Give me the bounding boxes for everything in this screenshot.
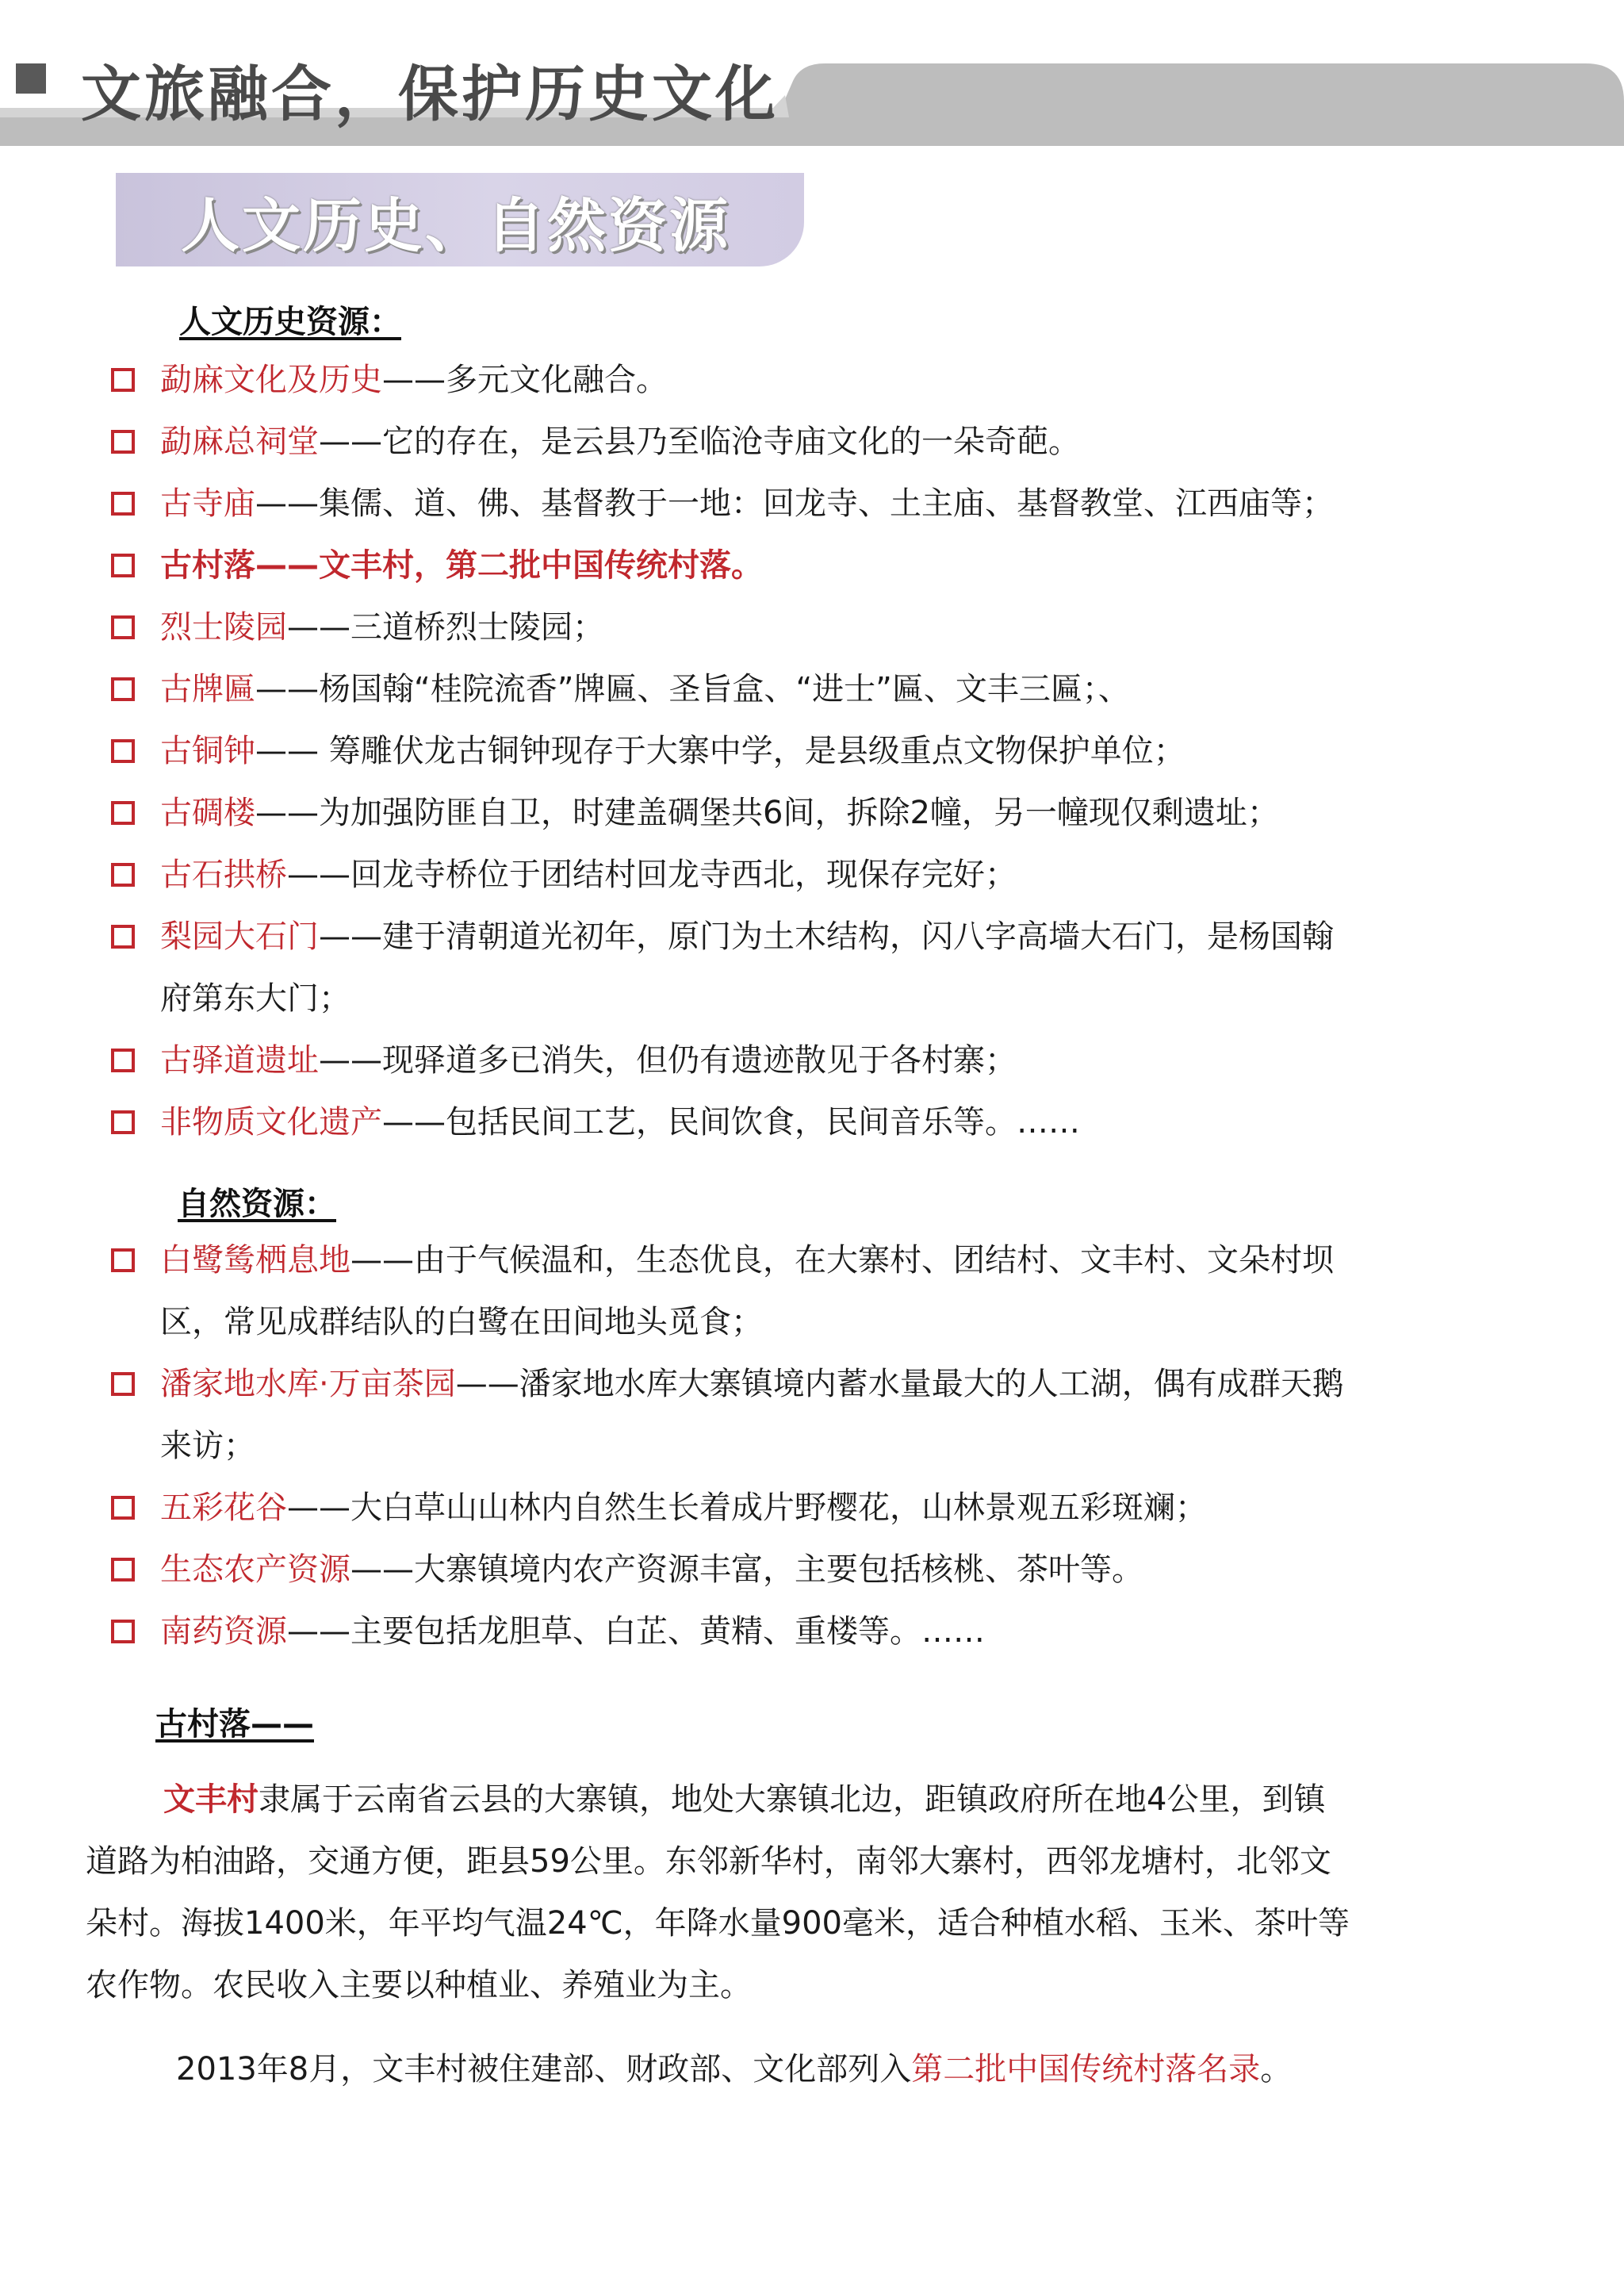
item-name: 潘家地水库·万亩茶园 (160, 1366, 456, 1402)
list-item (111, 1353, 1475, 1477)
item-name: 古驿道遗址 (160, 1042, 319, 1079)
list-item (111, 349, 1475, 411)
item-name: 古碉楼 (160, 795, 255, 831)
item-desc: ——大寨镇境内农产资源丰富，主要包括核桃、茶叶等。 (350, 1551, 1143, 1588)
item-name: 古村落——文丰村，第二批中国传统村落。 (160, 547, 763, 584)
listing-end: 。 (1260, 2051, 1293, 2088)
checkbox-square-icon (111, 492, 135, 516)
item-name: 勐麻总祠堂 (160, 424, 319, 460)
item-desc: ——包括民间工艺，民间饮食，民间音乐等。…… (382, 1104, 1080, 1141)
section-banner-title: 人文历史、自然资源 (181, 192, 730, 260)
list-item (111, 1477, 1475, 1539)
village-listing-paragraph (86, 2038, 1465, 2100)
item-desc-continued: 来访； (160, 1428, 255, 1464)
item-name: 古石拱桥 (160, 857, 287, 893)
checkbox-square-icon (111, 1558, 135, 1581)
item-name: 古铜钟 (160, 733, 255, 769)
list-item (111, 1229, 1475, 1353)
list-item (111, 596, 1475, 658)
checkbox-square-icon (111, 1496, 135, 1520)
checkbox-square-icon (111, 430, 135, 454)
natural-list (111, 1229, 1475, 1662)
checkbox-square-icon (111, 1620, 135, 1643)
item-desc: ——大白草山山林内自然生长着成片野樱花，山林景观五彩斑斓； (287, 1489, 1207, 1526)
item-desc: ——杨国翰“桂院流香”牌匾、圣旨盒、“进士”匾、文丰三匾；、 (255, 671, 1130, 707)
item-desc: ——现驿道多已消失，但仍有遗迹散见于各村寨； (319, 1042, 1017, 1079)
checkbox-square-icon (111, 1248, 135, 1272)
village-heading: 古村落—— (155, 1706, 314, 1743)
list-item (111, 782, 1475, 844)
item-desc: ——集儒、道、佛、基督教于一地：回龙寺、土主庙、基督教堂、江西庙等； (255, 485, 1334, 522)
list-item (111, 658, 1475, 720)
checkbox-square-icon (111, 801, 135, 825)
page-title: 文旅融合，保护历史文化 (81, 59, 779, 129)
listing-name: 第二批中国传统村落名录 (911, 2051, 1261, 2088)
item-desc: —— 筹雕伏龙古铜钟现存于大寨中学，是县级重点文物保护单位； (255, 733, 1185, 769)
list-item (111, 473, 1475, 535)
header-square-icon (16, 63, 46, 94)
item-desc-continued: 区，常见成群结队的白鹭在田间地头觅食； (160, 1304, 763, 1340)
item-desc: ——回龙寺桥位于团结村回龙寺西北，现保存完好； (287, 857, 1017, 893)
list-item (111, 844, 1475, 906)
item-desc: ——由于气候温和，生态优良，在大寨村、团结村、文丰村、文朵村坝 (350, 1242, 1334, 1279)
item-name: 生态农产资源 (160, 1551, 350, 1588)
item-desc: ——潘家地水库大寨镇境内蓄水量最大的人工湖，偶有成群天鹅 (455, 1366, 1344, 1402)
village-line-2: 道路为柏油路，交通方便，距县59公里。东邻新华村，南邻大寨村，西邻龙塘村，北邻文 (86, 1843, 1331, 1880)
item-desc: ——三道桥烈士陵园； (287, 609, 604, 646)
listing-text: 2013年8月，文丰村被住建部、财政部、文化部列入 (176, 2051, 912, 2088)
village-name: 文丰村 (163, 1781, 259, 1818)
item-name: 勐麻文化及历史 (160, 362, 382, 398)
village-line-3: 朵村。海拔1400米，年平均气温24℃，年降水量900毫米，适合种植水稻、玉米、茶叶等 (86, 1905, 1350, 1942)
list-item (111, 1091, 1475, 1153)
item-name: 烈士陵园 (160, 609, 287, 646)
cultural-list (111, 349, 1475, 1153)
checkbox-square-icon (111, 739, 135, 763)
checkbox-square-icon (111, 615, 135, 639)
item-name: 白鹭鸶栖息地 (160, 1242, 350, 1279)
item-name: 梨园大石门 (160, 918, 319, 955)
list-item (111, 411, 1475, 473)
item-name: 古寺庙 (160, 485, 255, 522)
item-name: 非物质文化遗产 (160, 1104, 382, 1141)
list-item (111, 535, 1475, 596)
item-name: 五彩花谷 (160, 1489, 287, 1526)
item-name: 古牌匾 (160, 671, 255, 707)
checkbox-square-icon (111, 1372, 135, 1396)
list-item (111, 1601, 1475, 1662)
checkbox-square-icon (111, 1110, 135, 1134)
checkbox-square-icon (111, 554, 135, 577)
village-paragraph (86, 1769, 1465, 2016)
item-desc-continued: 府第东大门； (160, 980, 350, 1017)
checkbox-square-icon (111, 863, 135, 887)
list-item (111, 1539, 1475, 1601)
list-item (111, 720, 1475, 782)
item-desc: ——主要包括龙胆草、白芷、黄精、重楼等。…… (287, 1613, 985, 1650)
item-desc: ——多元文化融合。 (382, 362, 668, 398)
village-line-4: 农作物。农民收入主要以种植业、养殖业为主。 (86, 1967, 752, 2003)
cultural-heading: 人文历史资源： (179, 304, 401, 340)
checkbox-square-icon (111, 677, 135, 701)
item-desc: ——为加强防匪自卫，时建盖碉堡共6间，拆除2幢，另一幢现仅剩遗址； (255, 795, 1279, 831)
checkbox-square-icon (111, 368, 135, 392)
village-line-1: 隶属于云南省云县的大寨镇，地处大寨镇北边，距镇政府所在地4公里，到镇 (259, 1781, 1326, 1818)
list-item (111, 1029, 1475, 1091)
natural-heading: 自然资源： (178, 1186, 336, 1222)
list-item (111, 906, 1475, 1029)
item-desc: ——建于清朝道光初年，原门为土木结构，闪八字高墙大石门，是杨国翰 (319, 918, 1334, 955)
checkbox-square-icon (111, 1049, 135, 1072)
item-name: 南药资源 (160, 1613, 287, 1650)
checkbox-square-icon (111, 925, 135, 949)
item-desc: ——它的存在，是云县乃至临沧寺庙文化的一朵奇葩。 (319, 424, 1080, 460)
